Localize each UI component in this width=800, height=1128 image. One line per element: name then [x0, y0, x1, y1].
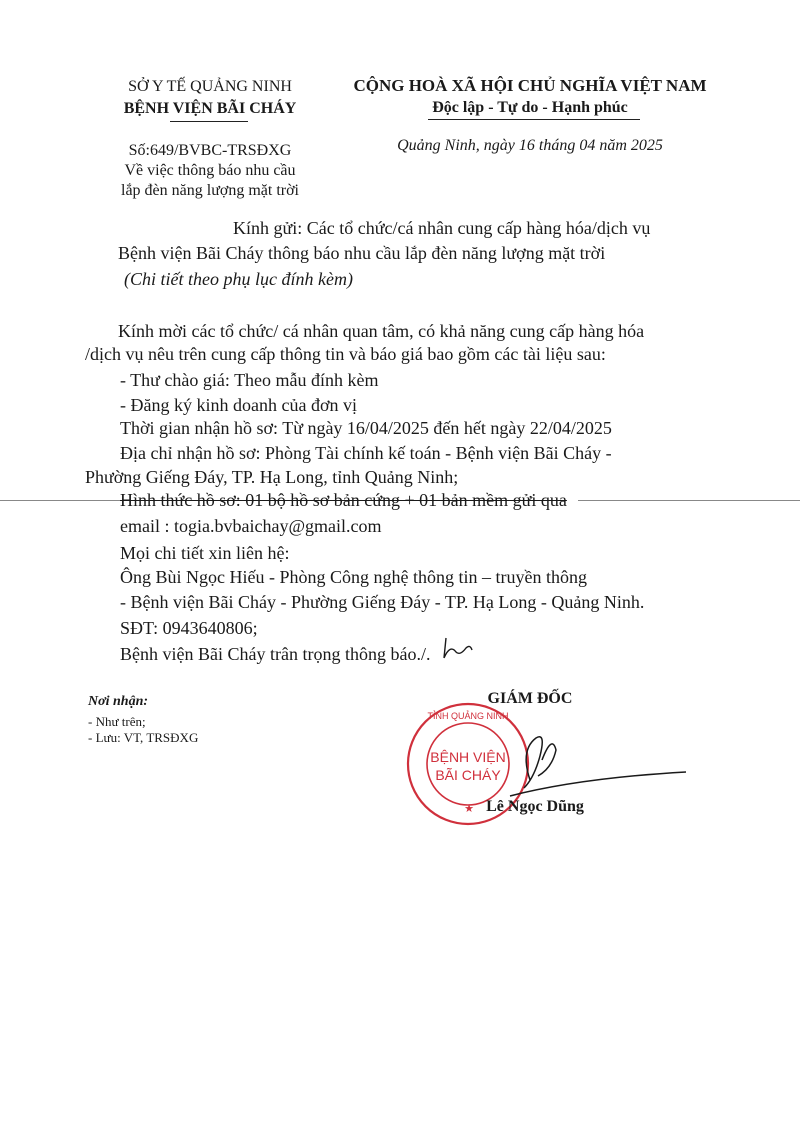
email-line: email : togia.bvbaichay@gmail.com	[120, 516, 382, 536]
signer-title: GIÁM ĐỐC	[487, 690, 573, 707]
detail-note: (Chi tiết theo phụ lục đính kèm)	[124, 269, 353, 289]
invitation-line-1: Kính mời các tổ chức/ cá nhân quan tâm, có khả năng cung cấp hàng hóa	[118, 321, 645, 341]
national-motto: Độc lập - Tự do - Hạnh phúc	[432, 99, 628, 116]
contact-intro: Mọi chi tiết xin liên hệ:	[120, 543, 290, 563]
subject-line-2: lắp đèn năng lượng mặt trời	[121, 182, 299, 199]
submission-form: Hình thức hồ sơ: 01 bộ hồ sơ bản cứng + 01 bản mềm gửi qua	[120, 490, 567, 510]
contact-person: Ông Bùi Ngọc Hiếu - Phòng Công nghệ thông tin – truyền thông	[120, 567, 587, 587]
country-name: CỘNG HOÀ XÃ HỘI CHỦ NGHĨA VIỆT NAM	[353, 76, 707, 95]
ministry-name: SỞ Y TẾ QUẢNG NINH	[128, 78, 292, 95]
required-doc-2: - Đăng ký kinh doanh của đơn vị	[120, 395, 357, 415]
closing-line: Bệnh viện Bãi Cháy trân trọng thông báo./.	[120, 644, 431, 664]
motto-underline	[428, 119, 640, 120]
document-number: Số:649/BVBC-TRSĐXG	[128, 142, 292, 159]
stamp-ring-text: TỈNH QUẢNG NINH	[427, 711, 509, 721]
stamp-line-2: BÃI CHÁY	[435, 767, 501, 783]
recipients-title: Nơi nhận:	[88, 694, 149, 709]
scan-line-left	[0, 500, 120, 501]
place-date: Quảng Ninh, ngày 16 tháng 04 năm 2025	[397, 137, 663, 154]
invitation-line-2: /dịch vụ nêu trên cung cấp thông tin và báo giá bao gồm các tài liệu sau:	[85, 344, 606, 364]
phone-number: SĐT: 0943640806;	[120, 618, 258, 638]
announcement: Bệnh viện Bãi Cháy thông báo nhu cầu lắp đèn năng lượng mặt trời	[118, 243, 606, 263]
subject-line-1: Về việc thông báo nhu cầu	[124, 162, 296, 179]
submission-time: Thời gian nhận hồ sơ: Từ ngày 16/04/2025 đến hết ngày 22/04/2025	[120, 418, 612, 438]
scan-line-right	[578, 500, 800, 501]
recipient-item-1: - Như trên;	[88, 714, 146, 729]
stamp-line-1: BỆNH VIỆN	[430, 749, 506, 765]
handwritten-signature	[490, 720, 690, 810]
address-line-2: Phường Giếng Đáy, TP. Hạ Long, tỉnh Quảng Ninh;	[85, 467, 459, 487]
recipient-item-2: - Lưu: VT, TRSĐXG	[88, 730, 199, 745]
stamp-star-icon: ★	[464, 803, 474, 815]
contact-address: - Bệnh viện Bãi Cháy - Phường Giếng Đáy - TP. Hạ Long - Quảng Ninh.	[120, 592, 645, 612]
initial-mark	[440, 634, 476, 664]
hospital-name: BỆNH VIỆN BÃI CHÁY	[123, 100, 297, 117]
address-line-1: Địa chỉ nhận hồ sơ: Phòng Tài chính kế toán - Bệnh viện Bãi Cháy -	[120, 443, 612, 463]
required-doc-1: - Thư chào giá: Theo mẫu đính kèm	[120, 370, 379, 390]
hospital-underline	[170, 121, 248, 122]
recipient-line: Kính gửi: Các tổ chức/cá nhân cung cấp hàng hóa/dịch vụ	[233, 218, 651, 238]
signer-name: Lê Ngọc Dũng	[486, 798, 584, 815]
